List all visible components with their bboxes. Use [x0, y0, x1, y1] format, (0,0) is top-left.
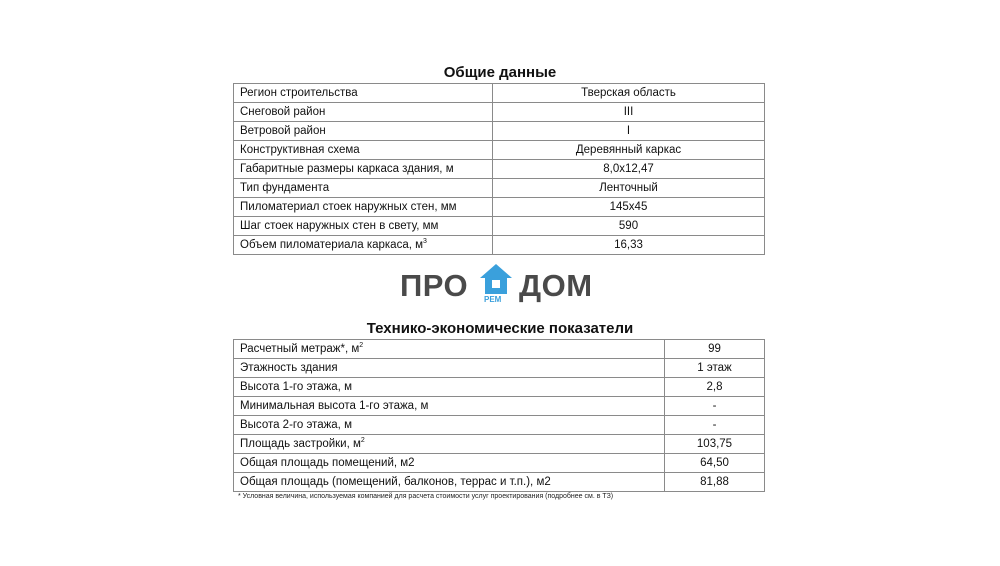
- row-label-text: Снеговой район: [240, 106, 326, 118]
- table-row: [234, 141, 765, 160]
- logo-left-text: ПРО: [400, 268, 469, 303]
- table-row: [234, 103, 765, 122]
- row-value: I: [493, 122, 765, 141]
- row-label-text: Шаг стоек наружных стен в свету, мм: [240, 220, 439, 232]
- row-value: Тверская область: [493, 84, 765, 103]
- row-label: [234, 141, 493, 160]
- row-label-text: Объем пиломатериала каркаса, м: [240, 239, 424, 251]
- row-label-text: Габаритные размеры каркаса здания, м: [240, 163, 454, 175]
- row-value: 145x45: [493, 198, 765, 217]
- company-logo: [398, 262, 608, 306]
- row-label: [234, 416, 665, 435]
- table-row: [234, 397, 765, 416]
- row-label: [234, 236, 493, 255]
- row-label-text: Общая площадь (помещений, балконов, террас и т.п.), м2: [240, 476, 551, 488]
- table-row: [234, 198, 765, 217]
- table-row: [234, 179, 765, 198]
- footnote: * Условная величина, используемая компанией для расчета стоимости услуг проектирования (подробнее см. в ТЗ): [238, 493, 614, 500]
- row-value: 64,50: [665, 454, 765, 473]
- table-row: [234, 454, 765, 473]
- row-value: 2,8: [665, 378, 765, 397]
- row-label-text: Ветровой район: [240, 125, 326, 137]
- row-label: [234, 179, 493, 198]
- table-row: [234, 160, 765, 179]
- row-value: 81,88: [665, 473, 765, 492]
- unit-superscript: 2: [360, 437, 365, 445]
- row-label-text: Общая площадь помещений, м2: [240, 457, 415, 469]
- row-value: 103,75: [665, 435, 765, 454]
- row-label: [234, 122, 493, 141]
- row-label: [234, 473, 665, 492]
- row-value: -: [665, 397, 765, 416]
- row-label-text: Тип фундамента: [240, 182, 330, 194]
- logo-right-text: ДОМ: [519, 268, 593, 303]
- row-label: [234, 84, 493, 103]
- row-value: III: [493, 103, 765, 122]
- row-label-text: Площадь застройки, м: [240, 438, 361, 450]
- table-row: [234, 122, 765, 141]
- row-label: [234, 160, 493, 179]
- row-label: [234, 103, 493, 122]
- row-value: 16,33: [493, 236, 765, 255]
- row-label: [234, 359, 665, 378]
- table-row: [234, 359, 765, 378]
- row-value: 8,0x12,47: [493, 160, 765, 179]
- row-value: Деревянный каркас: [493, 141, 765, 160]
- row-label: [234, 198, 493, 217]
- table-row: [234, 416, 765, 435]
- row-value: 1 этаж: [665, 359, 765, 378]
- row-value: 590: [493, 217, 765, 236]
- house-icon: [478, 262, 514, 296]
- general-data-table: [233, 83, 765, 255]
- row-value: Ленточный: [493, 179, 765, 198]
- row-label-text: Регион строительства: [240, 87, 358, 99]
- row-label: [234, 217, 493, 236]
- table-row: [234, 236, 765, 255]
- table-row: [234, 435, 765, 454]
- table-row: [234, 473, 765, 492]
- row-label-text: Высота 1-го этажа, м: [240, 381, 352, 393]
- row-label-text: Конструктивная схема: [240, 144, 360, 156]
- row-label: [234, 435, 665, 454]
- table-row: [234, 378, 765, 397]
- row-label-text: Высота 2-го этажа, м: [240, 419, 352, 431]
- row-label: [234, 340, 665, 359]
- row-label-text: Пиломатериал стоек наружных стен, мм: [240, 201, 457, 213]
- tech-indicators-title: Технико-экономические показатели: [366, 320, 634, 337]
- row-label: [234, 454, 665, 473]
- row-value: -: [665, 416, 765, 435]
- logo-small-text: РЕМ: [484, 295, 502, 304]
- unit-superscript: 2: [359, 342, 364, 350]
- row-label-text: Этажность здания: [240, 362, 338, 374]
- row-label-text: Минимальная высота 1-го этажа, м: [240, 400, 429, 412]
- row-label-text: Расчетный метраж*, м: [240, 343, 360, 355]
- tech-indicators-table: [233, 339, 765, 492]
- row-value: 99: [665, 340, 765, 359]
- row-label: [234, 378, 665, 397]
- unit-superscript: 3: [423, 238, 427, 246]
- general-data-title: Общие данные: [443, 64, 557, 81]
- table-row: [234, 340, 765, 359]
- table-row: [234, 217, 765, 236]
- table-row: [234, 84, 765, 103]
- row-label: [234, 397, 665, 416]
